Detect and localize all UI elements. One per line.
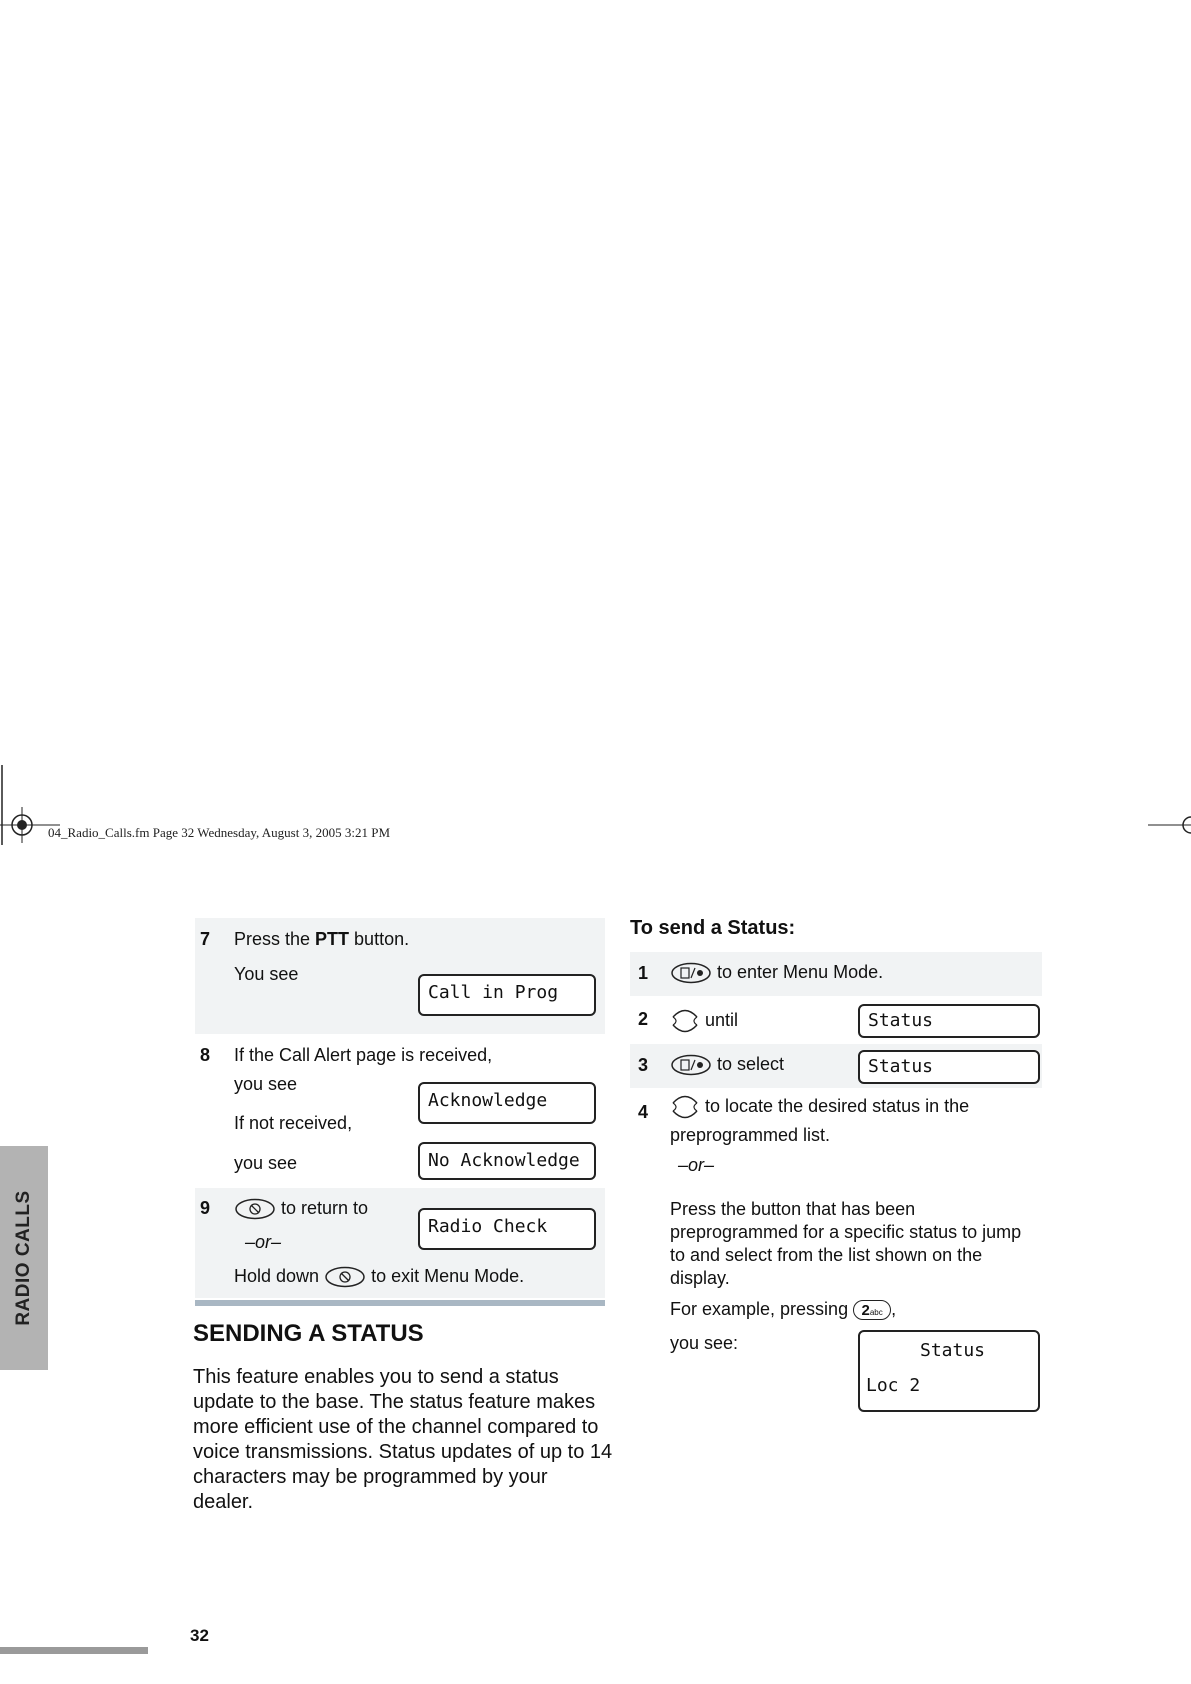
- right-step-3-text: to select: [717, 1054, 785, 1074]
- ptt-label: PTT: [315, 929, 350, 949]
- lcd-call-in-prog: Call in Prog: [418, 974, 596, 1016]
- lcd-status-step-2: Status: [858, 1004, 1040, 1038]
- footer-bar: [0, 1647, 148, 1654]
- lcd-status-loc-line1: Status: [920, 1340, 986, 1361]
- key-2-sub: abc: [869, 1308, 883, 1318]
- right-step-4-you-see: you see:: [670, 1333, 739, 1353]
- right-step-4-number: 4: [638, 1102, 649, 1122]
- step-8-not-received: If not received,: [234, 1113, 353, 1133]
- lcd-no-acknowledge: No Acknowledge: [418, 1142, 596, 1180]
- step-8-line1: If the Call Alert page is received,: [234, 1045, 493, 1065]
- step-8-you-see-2: you see: [234, 1153, 298, 1173]
- section-rule: [195, 1300, 605, 1306]
- step-9-hold-post: to exit Menu Mode.: [371, 1266, 525, 1286]
- step-7-post: button.: [349, 929, 410, 949]
- file-info-header: 04_Radio_Calls.fm Page 32 Wednesday, August 3, 2005 3:21 PM: [48, 825, 390, 840]
- step-9-number: 9: [200, 1198, 211, 1218]
- side-tab-label: RADIO CALLS: [13, 1190, 34, 1326]
- right-step-3-instruction: [670, 1053, 784, 1076]
- example-post: ,: [891, 1299, 897, 1319]
- menu-select-key-icon: [670, 962, 712, 984]
- section-body: This feature enables you to send a status update to the base. The status feature makes more efficient use of the channel compared to voice transmissions. Status updates of up to 14 characters may be programmed by your dealer.: [193, 1366, 613, 1513]
- step-8-number: 8: [200, 1045, 211, 1065]
- exit-key-icon: [324, 1266, 366, 1288]
- section-title: SENDING A STATUS: [193, 1320, 424, 1347]
- right-step-4-or: –or–: [678, 1155, 715, 1175]
- step-8-you-see: you see: [234, 1074, 298, 1094]
- right-step-4-text: to locate the desired status in the preprogrammed list.: [670, 1095, 970, 1145]
- lcd-status-loc-line2: Loc 2: [866, 1375, 921, 1396]
- right-step-2-text: until: [705, 1009, 739, 1030]
- example-pre: For example, pressing: [670, 1299, 849, 1319]
- right-step-4-example: [670, 1298, 896, 1321]
- right-step-3-number: 3: [638, 1055, 649, 1075]
- step-9-instruction: [234, 1197, 368, 1220]
- right-step-1-instruction: [670, 961, 883, 984]
- step-9-or: –or–: [245, 1232, 282, 1252]
- right-step-2-number: 2: [638, 1009, 649, 1029]
- navigation-keys-icon: [670, 1090, 700, 1124]
- key-2-icon: [853, 1300, 891, 1320]
- lcd-radio-check: Radio Check: [418, 1208, 596, 1250]
- step-7-you-see: You see: [234, 964, 299, 984]
- step-7-number: 7: [200, 929, 211, 949]
- step-9-text: to return to: [281, 1198, 369, 1218]
- exit-key-icon: [234, 1198, 276, 1220]
- key-2-label: 2: [861, 1302, 870, 1320]
- lcd-status-loc: [858, 1330, 1040, 1412]
- right-heading: To send a Status:: [630, 917, 796, 939]
- registration-mark-right: [1148, 810, 1191, 840]
- side-tab: [0, 1146, 48, 1370]
- step-9-hold: [234, 1265, 524, 1288]
- step-9-hold-pre: Hold down: [234, 1266, 320, 1286]
- right-step-2-instruction: [670, 1004, 738, 1038]
- step-7-pre: Press the: [234, 929, 316, 949]
- page-number: 32: [190, 1626, 209, 1645]
- menu-select-key-icon: [670, 1054, 712, 1076]
- step-7-instruction: [234, 928, 409, 951]
- navigation-keys-icon: [670, 1004, 700, 1038]
- right-step-1-number: 1: [638, 963, 649, 983]
- lcd-acknowledge: Acknowledge: [418, 1082, 596, 1124]
- lcd-status-step-3: Status: [858, 1050, 1040, 1084]
- right-step-4-instruction: [670, 1090, 1040, 1147]
- right-step-4-press-text: Press the button that has been preprogrammed for a specific status to jump to and select from the list shown on the display.: [670, 1199, 1022, 1288]
- right-step-1-text: to enter Menu Mode.: [717, 962, 884, 982]
